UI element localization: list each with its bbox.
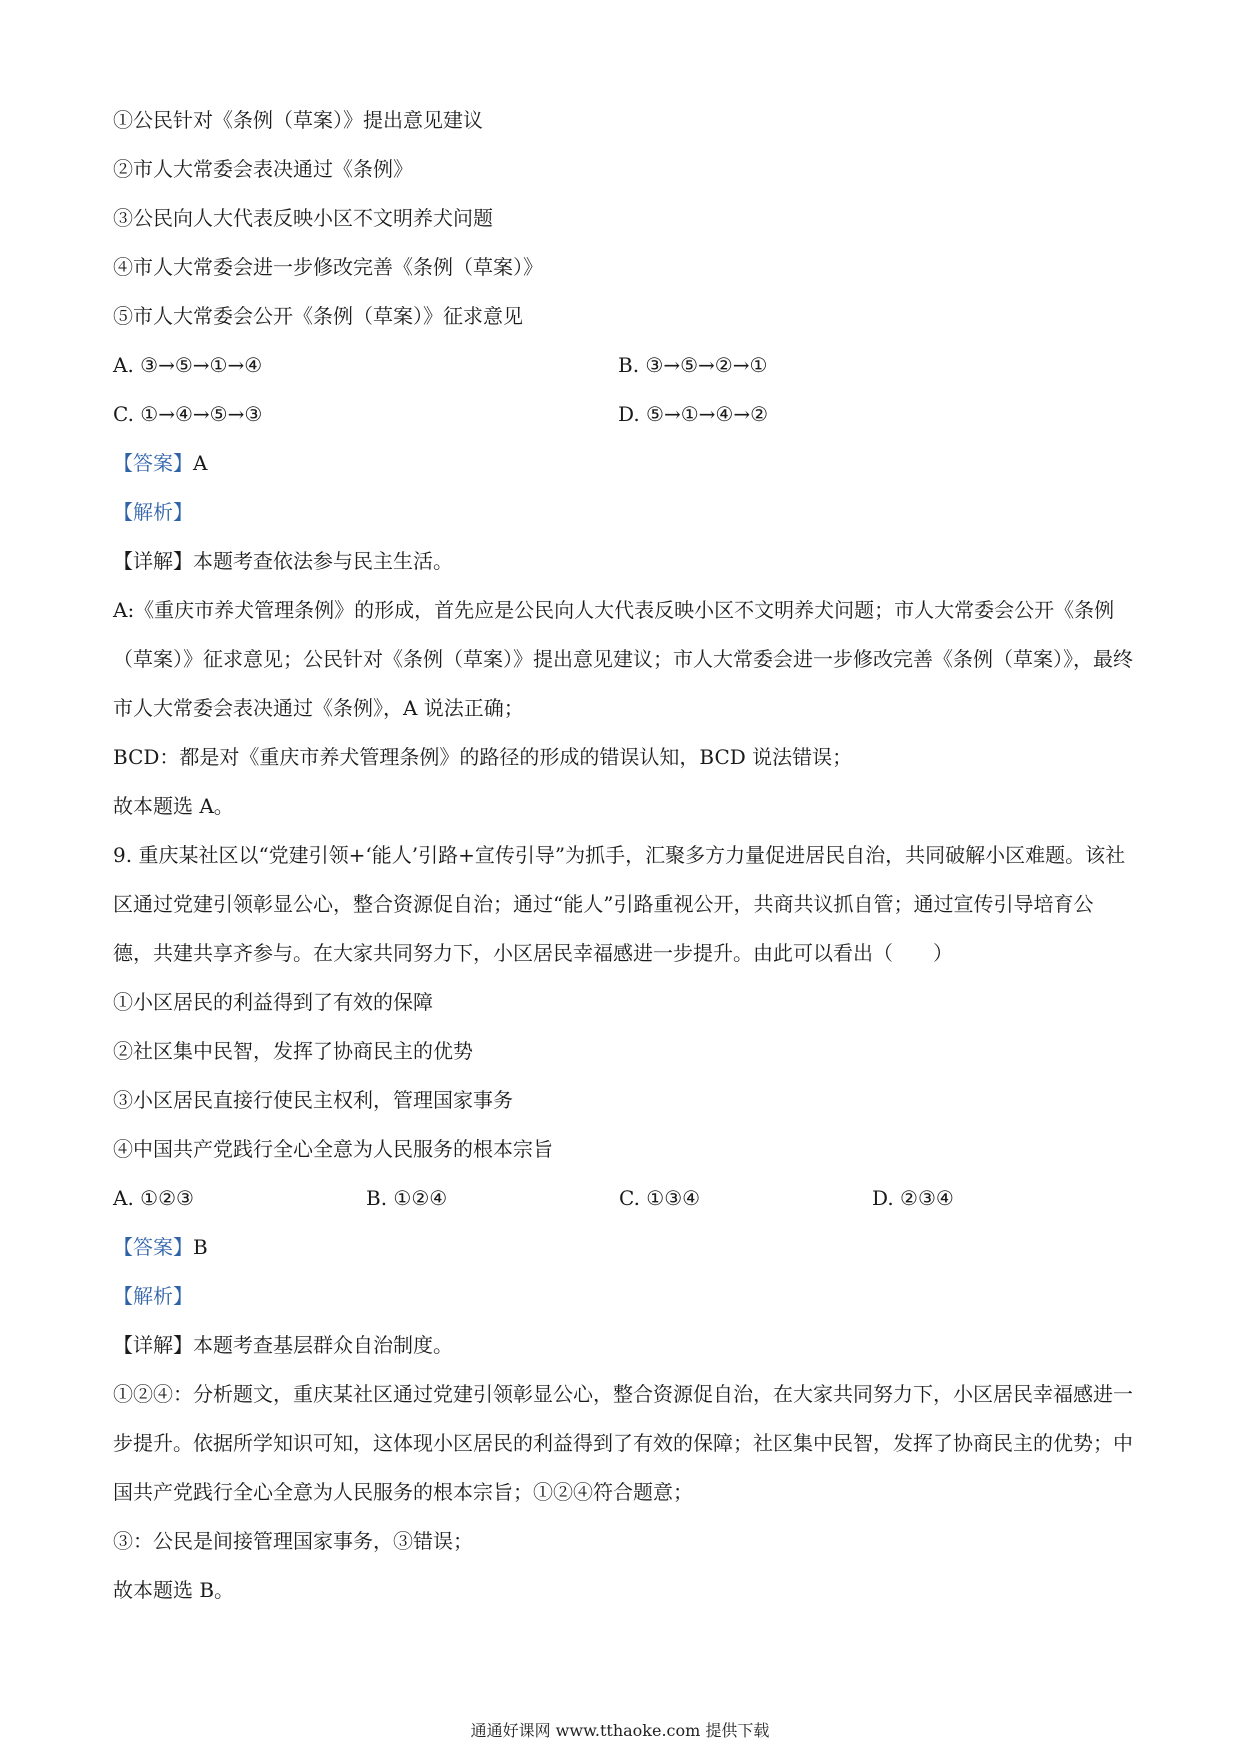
q9-analysis-heading — [113, 1272, 1133, 1321]
page-footer: 通通好课网 www.tthaoke.com 提供下载 — [470, 1721, 770, 1740]
q9-option-a: A. ①②③ — [113, 1186, 194, 1210]
q8-option-d: D. ⑤→①→④→② — [618, 402, 769, 426]
detail-intro: 本题考查基层群众自治制度。 — [193, 1333, 453, 1357]
q9-options-row — [113, 1174, 1133, 1223]
q8-analysis-heading — [113, 488, 1133, 537]
q9-option-b: B. ①②④ — [366, 1186, 448, 1210]
q8-answer — [113, 439, 1133, 488]
analysis-tag: 【解析】 — [113, 500, 193, 524]
q9-statement: ②社区集中民智，发挥了协商民主的优势 — [113, 1039, 473, 1063]
q9-conclusion: 故本题选 B。 — [113, 1578, 235, 1602]
answer-tag: 【答案】 — [113, 451, 193, 475]
q9-detail — [113, 1321, 1133, 1370]
q8-analysis-paragraph: BCD：都是对《重庆市养犬管理条例》的路径的形成的错误认知，BCD 说法错误； — [113, 745, 853, 769]
answer-tag: 【答案】 — [113, 1235, 193, 1259]
q8-analysis-paragraph: A:《重庆市养犬管理条例》的形成，首先应是公民向人大代表反映小区不文明养犬问题；市人大常委会公开《条例（草案）》征求意见；公民针对《条例（草案）》提出意见建议；市人大常委会进一步修改完善《条例（草案）》，最终市人大常委会表决通过《条例》，A 说法正确； — [113, 598, 1133, 720]
q9-statement: ④中国共产党践行全心全意为人民服务的根本宗旨 — [113, 1137, 553, 1161]
q9-statement: ③小区居民直接行使民主权利，管理国家事务 — [113, 1088, 513, 1112]
answer-value: A — [193, 451, 208, 475]
q9-stem: 9. 重庆某社区以“党建引领+‘能人’引路+宣传引导”为抓手，汇聚多方力量促进居民自治，共同破解小区难题。该社区通过党建引领彰显公心，整合资源促自治；通过“能人”引路重视公开，共商共议抓自管；通过宣传引导培育公德，共建共享齐参与。在大家共同努力下，小区居民幸福感进一步提升。由此可以看出（ ） — [113, 843, 1126, 965]
q8-statement: ①公民针对《条例（草案）》提出意见建议 — [113, 108, 483, 132]
q8-option-a: A. ③→⑤→①→④ — [113, 353, 263, 377]
q8-options-row — [113, 341, 1133, 390]
answer-value: B — [193, 1235, 208, 1259]
q9-option-c: C. ①③④ — [619, 1186, 701, 1210]
detail-intro: 本题考查依法参与民主生活。 — [193, 549, 453, 573]
q8-detail — [113, 537, 1133, 586]
q9-option-d: D. ②③④ — [872, 1186, 954, 1210]
q8-statement: ③公民向人大代表反映小区不文明养犬问题 — [113, 206, 493, 230]
q9-analysis-paragraph: ①②④：分析题文，重庆某社区通过党建引领彰显公心，整合资源促自治，在大家共同努力下，小区居民幸福感进一步提升。依据所学知识可知，这体现小区居民的利益得到了有效的保障；社区集中民智，发挥了协商民主的优势；中国共产党践行全心全意为人民服务的根本宗旨；①②④符合题意； — [113, 1382, 1133, 1504]
detail-tag: 【详解】 — [113, 549, 193, 573]
q8-statement: ②市人大常委会表决通过《条例》 — [113, 157, 413, 181]
q8-options-row — [113, 390, 1133, 439]
detail-tag: 【详解】 — [113, 1333, 193, 1357]
q9-answer — [113, 1223, 1133, 1272]
q8-option-b: B. ③→⑤→②→① — [618, 353, 768, 377]
analysis-tag: 【解析】 — [113, 1284, 193, 1308]
q8-statement: ④市人大常委会进一步修改完善《条例（草案）》 — [113, 255, 543, 279]
q9-analysis-paragraph: ③：公民是间接管理国家事务，③错误； — [113, 1529, 473, 1553]
q8-conclusion: 故本题选 A。 — [113, 794, 234, 818]
q9-statement: ①小区居民的利益得到了有效的保障 — [113, 990, 433, 1014]
q8-statement: ⑤市人大常委会公开《条例（草案）》征求意见 — [113, 304, 523, 328]
q8-option-c: C. ①→④→⑤→③ — [113, 402, 263, 426]
document-body — [113, 96, 1133, 1615]
